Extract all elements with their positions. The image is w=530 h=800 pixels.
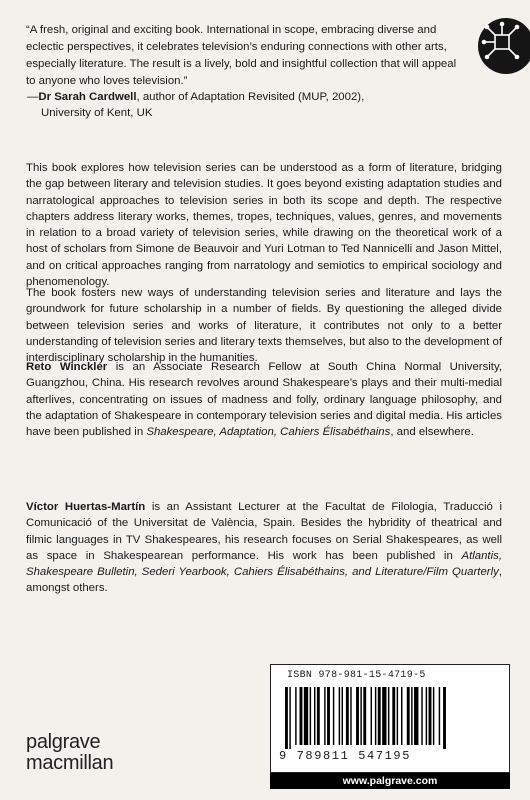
quote-dash: — [27,91,39,103]
quote-author: Dr Sarah Cardwell [38,91,137,103]
bio-publications: Atlantis, Shakespeare Bulletin, Sederi Yearbook, Cahiers Élisabéthains, and Literature/Film Quarterly [26,549,502,579]
endorsement-quote [26,22,466,90]
quote-text: “A fresh, original and exciting book. International in scope, embracing diverse and eclectic perspectives, it celebrates television’s enduring connections with other arts, especially literature. The result is a lively, bold and insightful collection that will appeal to anyone who loves television.” [26,24,457,87]
publisher-line-1: palgrave [26,731,101,753]
bio-name: Reto Winckler [26,361,108,373]
editor-bio-winckler [26,359,502,440]
publisher-logo [26,732,113,774]
barcode-bar [371,687,372,745]
barcode-bar [411,687,412,745]
barcode-bar [378,687,381,745]
barcode-bar [333,687,334,745]
barcode-bar [421,687,422,745]
barcode-bars [277,687,503,749]
barcode-bar [356,687,359,745]
barcode-bar [289,687,290,749]
isbn-barcode [270,664,510,773]
paragraph-text: This book explores how television series can be understood as a form of literature, bridging the gap between literary and television studies. It goes beyond existing adaptation studies and narratological approaches to television series in both its scope and depth. The respective chapters address literary works, themes, tropes, techniques, values, genres, and movements in relation to a broad variety of television series, while drawing on the theoretical work of a host of scholars from Simone de Beauvoir and Yuri Lotman to Ted Nannicelli and Jason Mittel, and on critical approaches ranging from narratology and semiotics to empirical sociology and phenomenology. [26,162,502,289]
bio-publications: Shakespeare, Adaptation, Cahiers Élisabéthains [146,426,391,439]
bio-end: , amongst others. [26,566,502,595]
barcode-bar [433,687,434,745]
quote-affiliation: University of Kent, UK [41,107,153,119]
barcode-bar [342,687,343,745]
barcode-bar [401,687,402,745]
barcode-bar [350,687,351,745]
editor-bio-huertas-martin [26,499,502,597]
barcode-bar [426,687,427,745]
barcode-bar [388,687,389,745]
barcode-bar [407,687,410,745]
quote-attribution [27,89,467,121]
paragraph-text: The book fosters new ways of understanding television series and literature and lays the groundwork for future scholarship in a number of fields. By questioning the alleged divide between television series and works of literature, it contributes not only to a better understanding of television series and literary texts themselves, but also to the development of interdisciplinary scholarship in the humanities. [26,287,502,365]
bio-name: Víctor Huertas-Martín [26,501,146,513]
description-paragraph-1 [26,160,502,290]
description-paragraph-2 [26,285,502,366]
barcode-bar [285,687,288,749]
barcode-bar [439,687,440,745]
barcode-bar [295,687,296,745]
publisher-line-2: macmillan [26,752,114,774]
quote-author-detail: , author of Adaptation Revisited (MUP, 2002), [136,91,365,103]
barcode-bar [314,687,315,745]
barcode-bar [317,687,320,745]
barcode-bar [339,687,340,745]
barcode-bar [300,687,303,745]
bio-end: , and elsewhere. [390,426,474,439]
barcode-bar [346,687,349,745]
barcode-bar [414,687,418,745]
publisher-url: www.palgrave.com [270,773,510,789]
bio-text: is an Associate Research Fellow at South China Normal University, Guangzhou, China. His research revolves around Shakespeare’s plays and their multi-medial afterlives, concentrating on issues of madness and folly, ordinary language philosophy, and the adaptation of Shakespeare in contemporary television series and digital media. His articles have been published in [26,361,502,439]
barcode-bar [429,687,432,745]
bio-text: is an Assistant Lecturer at the Facultat de Filologia, Traducció i Comunicació of the Universitat de València, Spain. Besides the hybridity of theatrical and filmic languages in TV Shakespeares, his research focuses on Serial Shakespeares, as well as space in Shakespearean performance. His work has been published in [26,501,502,562]
barcode-bar [392,687,395,745]
barcode-bar [360,687,361,745]
barcode-bar [397,687,398,745]
barcode-digits: 9 789811 547195 [279,749,412,763]
barcode-bar [443,687,446,749]
network-logo-icon [478,18,530,74]
barcode-bar [382,687,386,745]
barcode-bar [324,687,325,745]
isbn-label: ISBN 978-981-15-4719-5 [287,670,426,681]
barcode-bar [304,687,308,745]
barcode-bar [363,687,366,745]
barcode-bar [310,687,311,745]
barcode-bar [327,687,330,745]
barcode-bar [375,687,376,745]
